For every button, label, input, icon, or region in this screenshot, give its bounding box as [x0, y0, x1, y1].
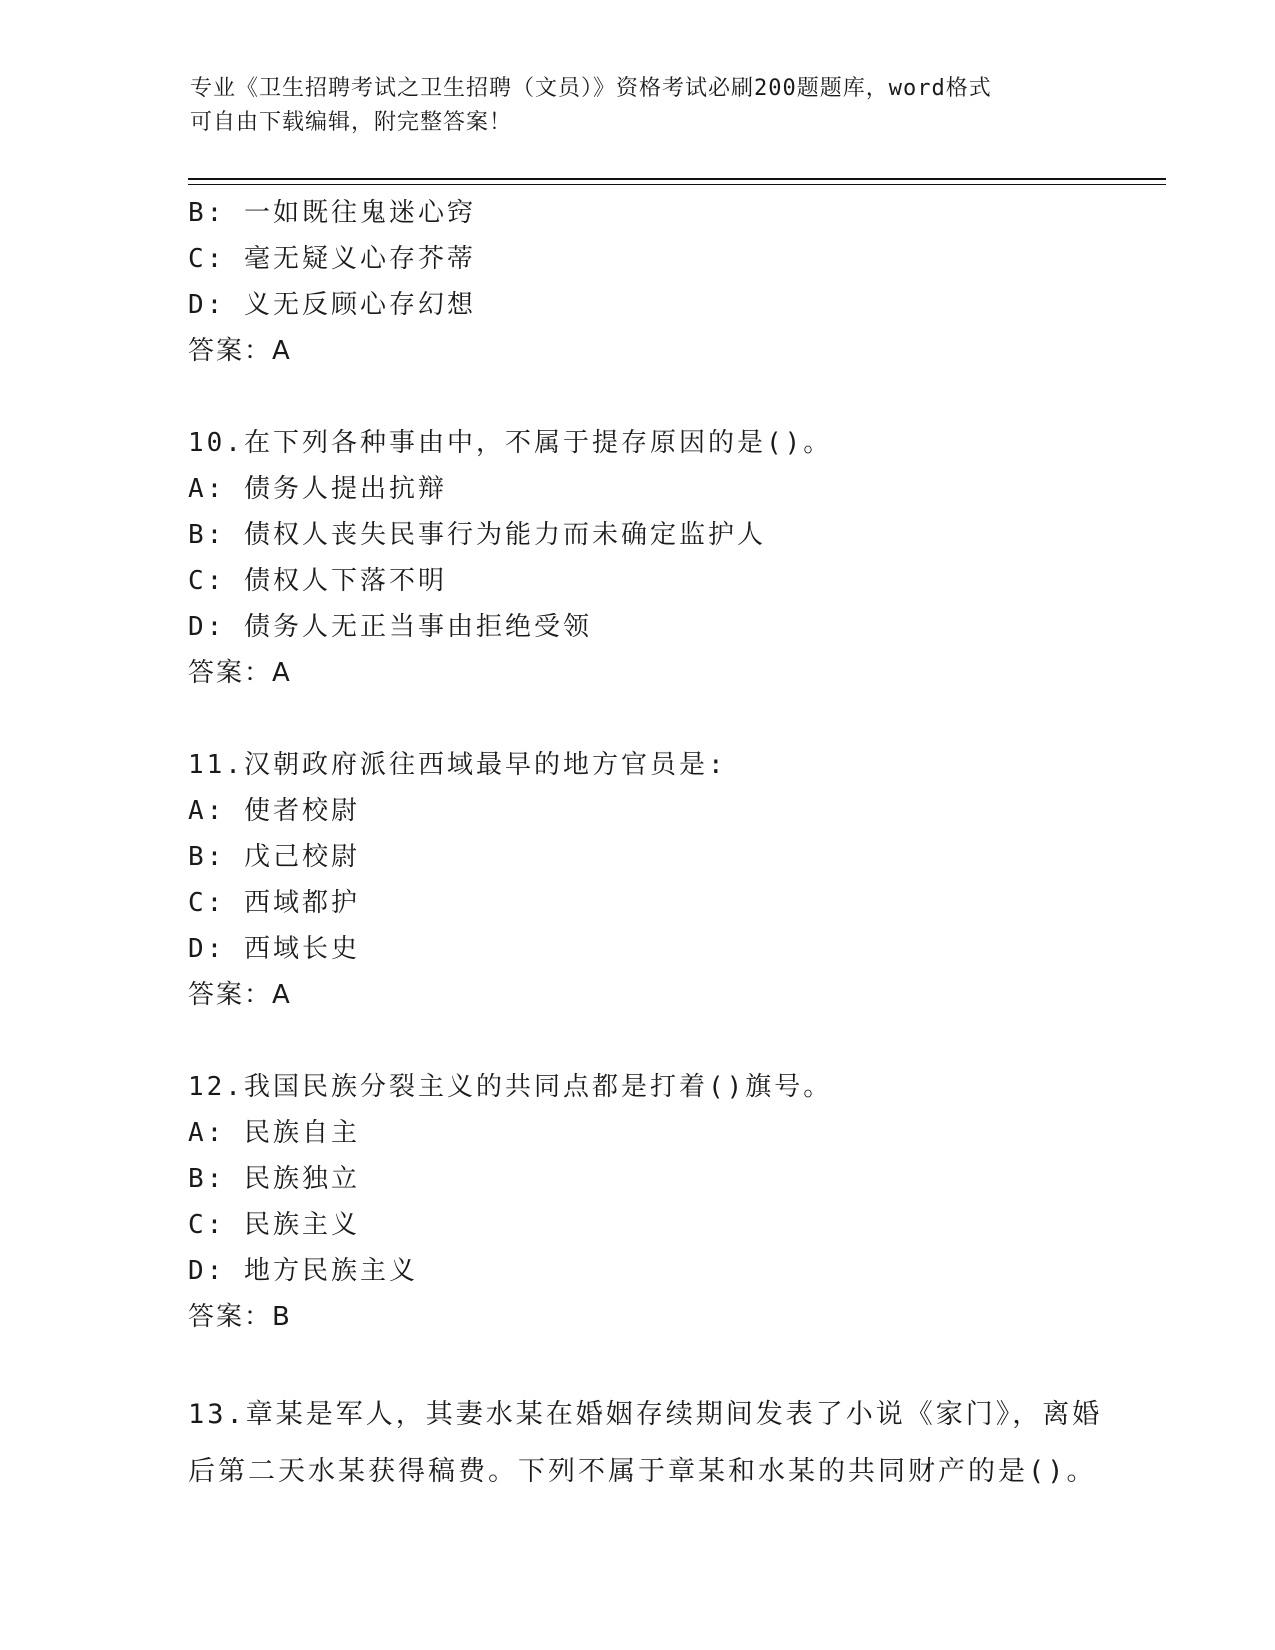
option-b: B: 一如既往鬼迷心窍 — [188, 198, 476, 228]
option-c: C: 西域都护 — [188, 888, 360, 918]
option-c: C: 毫无疑义心存芥蒂 — [188, 244, 476, 274]
answer: 答案：A — [188, 980, 292, 1010]
header-title-line-2: 可自由下载编辑，附完整答案！ — [190, 110, 513, 135]
question-11 — [188, 742, 1148, 1018]
option-d: D: 地方民族主义 — [188, 1256, 418, 1286]
question-10 — [188, 420, 1148, 696]
question-stem: 10.在下列各种事由中，不属于提存原因的是()。 — [188, 428, 833, 458]
option-c: C: 债权人下落不明 — [188, 566, 447, 596]
question-stem-line-2: 后第二天水某获得稿费。下列不属于章某和水某的共同财产的是()。 — [188, 1456, 1097, 1487]
option-a: A: 债务人提出抗辩 — [188, 474, 447, 504]
option-b: B: 债权人丧失民事行为能力而未确定监护人 — [188, 520, 766, 550]
question-stem-line-1: 13.章某是军人，其妻水某在婚姻存续期间发表了小说《家门》，离婚 — [188, 1399, 1103, 1430]
option-d: D: 义无反顾心存幻想 — [188, 290, 476, 320]
header-title-line-1: 专业《卫生招聘考试之卫生招聘（文员）》资格考试必刷200题题库，word格式 — [190, 76, 992, 101]
option-b: B: 戊己校尉 — [188, 842, 360, 872]
header-divider-thin — [188, 184, 1166, 185]
option-d: D: 西域长史 — [188, 934, 360, 964]
question-stem: 11.汉朝政府派往西域最早的地方官员是: — [188, 750, 727, 780]
option-b: B: 民族独立 — [188, 1164, 360, 1194]
option-a: A: 民族自主 — [188, 1118, 360, 1148]
header-divider-thick — [188, 178, 1166, 180]
question-stem: 12.我国民族分裂主义的共同点都是打着()旗号。 — [188, 1072, 833, 1102]
answer: 答案：B — [188, 1302, 292, 1332]
option-d: D: 债务人无正当事由拒绝受领 — [188, 612, 592, 642]
question-13 — [188, 1386, 1148, 1500]
question-9-tail — [188, 190, 1148, 374]
document-header — [190, 72, 1090, 140]
question-list — [188, 190, 1148, 1500]
answer: 答案：A — [188, 336, 292, 366]
option-c: C: 民族主义 — [188, 1210, 360, 1240]
option-a: A: 使者校尉 — [188, 796, 360, 826]
question-12 — [188, 1064, 1148, 1340]
answer: 答案：A — [188, 658, 292, 688]
